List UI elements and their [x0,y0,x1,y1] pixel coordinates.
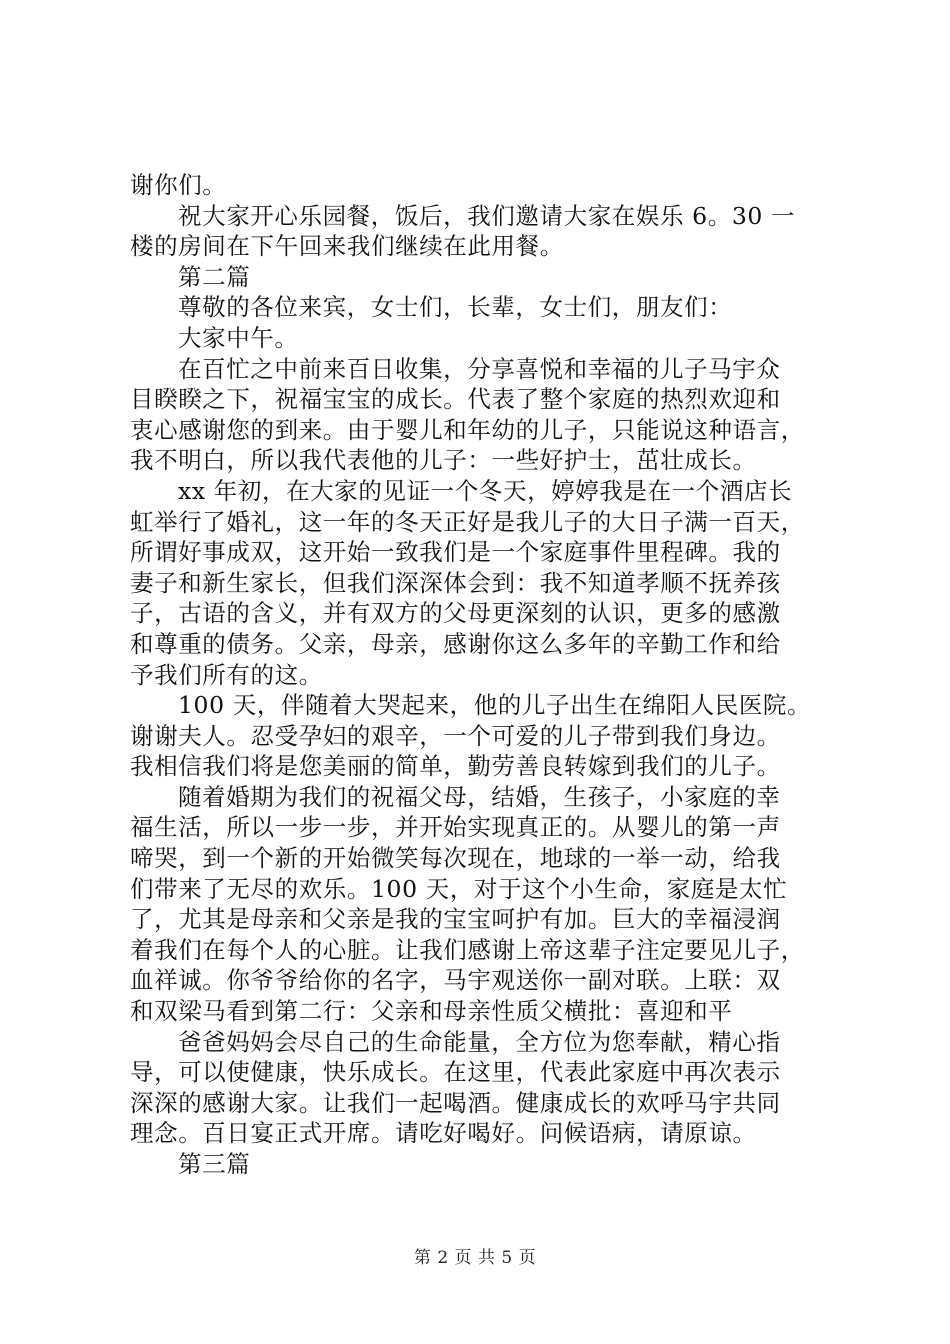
text-line: 着我们在每个人的心脏。让我们感谢上帝这辈子注定要见儿子， [130,935,805,964]
text-line: 所谓好事成双，这开始一致我们是一个家庭事件里程碑。我的 [130,538,781,567]
text-line: 随着婚期为我们的祝福父母，结婚，生孩子，小家庭的幸 [178,782,781,811]
text-line: 啼哭，到一个新的开始微笑每次现在，地球的一举一动，给我 [130,844,781,873]
text-line: 理念。百日宴正式开席。请吃好喝好。问候语病，请原谅。 [130,1119,757,1148]
text-line: 血祥诚。你爷爷给你的名字，马宇观送你一副对联。上联：双 [130,966,781,995]
text-line: 尊敬的各位来宾，女士们，长辈，女士们，朋友们： [178,293,733,322]
text-line: 虹举行了婚礼，这一年的冬天正好是我儿子的大日子满一百天， [130,507,805,536]
text-line: 第三篇 [178,1150,251,1178]
text-line: 子，古语的含义，并有双方的父母更深刻的认识，更多的感激 [130,599,781,628]
text-line: 们带来了无尽的欢乐。100 天，对于这个小生命，家庭是太忙 [130,874,788,903]
text-line: 目睽睽之下，祝福宝宝的成长。代表了整个家庭的热烈欢迎和 [130,385,781,414]
text-line: 导，可以使健康，快乐成长。在这里，代表此家庭中再次表示 [130,1058,781,1087]
text-line: 楼的房间在下午回来我们继续在此用餐。 [130,232,564,261]
text-line: 谢你们。 [130,171,227,199]
text-line: 100 天，伴随着大哭起来，他的儿子出生在绵阳人民医院。 [178,691,812,720]
text-line: 和双梁马看到第二行：父亲和母亲性质父横批：喜迎和平 [130,997,733,1026]
text-line: 祝大家开心乐园餐，饭后，我们邀请大家在娱乐 6。30 一 [178,201,796,230]
text-line: 大家中午。 [178,323,299,352]
document-body [130,170,840,1180]
text-line: 和尊重的债务。父亲，母亲，感谢你这么多年的辛勤工作和给 [130,629,781,658]
text-line: 在百忙之中前来百日收集，分享喜悦和幸福的儿子马宇众 [178,354,781,383]
text-line: 谢谢夫人。忍受孕妇的艰辛，一个可爱的儿子带到我们身边。 [130,721,781,750]
text-line: 我不明白，所以我代表他的儿子：一些好护士，茁壮成长。 [130,446,757,475]
text-line: xx 年初，在大家的见证一个冬天，婷婷我是在一个酒店长 [178,476,793,505]
page-footer: 第 2 页 共 5 页 [413,1248,537,1268]
text-line: 福生活，所以一步一步，并开始实现真正的。从婴儿的第一声 [130,813,781,842]
text-line: 予我们所有的这。 [130,660,323,689]
text-line: 我相信我们将是您美丽的简单，勤劳善良转嫁到我们的儿子。 [130,752,781,781]
text-line: 衷心感谢您的到来。由于婴儿和年幼的儿子，只能说这种语言， [130,415,805,444]
text-line: 妻子和新生家长，但我们深深体会到：我不知道孝顺不抚养孩 [130,568,781,597]
text-line: 爸爸妈妈会尽自己的生命能量，全方位为您奉献，精心指 [178,1027,781,1056]
text-line: 深深的感谢大家。让我们一起喝酒。健康成长的欢呼马宇共同 [130,1088,781,1117]
text-line: 了，尤其是母亲和父亲是我的宝宝呵护有加。巨大的幸福浸润 [130,905,781,934]
text-line: 第二篇 [178,262,251,291]
